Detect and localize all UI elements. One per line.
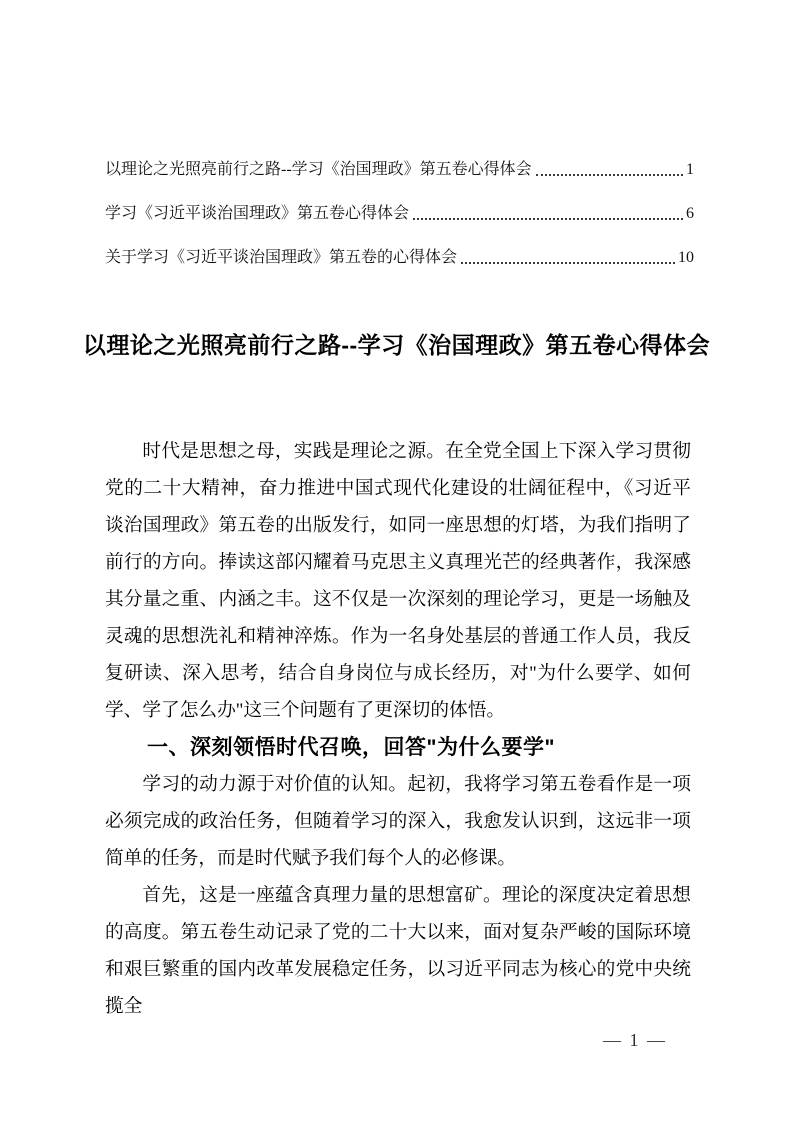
table-of-contents [105, 161, 694, 293]
page-number: — 1 — [603, 1030, 667, 1050]
toc-page-number: 10 [678, 249, 694, 266]
body-paragraph: 首先，这是一座蕴含真理力量的思想富矿。理论的深度决定着思想的高度。第五卷生动记录了党的二十大以来，面对复杂严峻的国际环境和艰巨繁重的国内改革发展稳定任务，以习近平同志为核心的党中央统揽全 [105, 885, 691, 1017]
body-paragraph: 学习的动力源于对价值的认知。起初，我将学习第五卷看作是一项必须完成的政治任务，但随着学习的深入，我愈发认识到，这远非一项简单的任务，而是时代赋予我们每个人的必修课。 [105, 774, 691, 869]
toc-dot-leader [413, 218, 683, 220]
body-paragraph: 时代是思想之母，实践是理论之源。在全党全国上下深入学习贯彻党的二十大精神，奋力推进中国式现代化建设的壮阔征程中，《习近平谈治国理政》第五卷的出版发行，如同一座思想的灯塔，为我们指明了前行的方向。捧读这部闪耀着马克思主义真理光芒的经典著作，我深感其分量之重、内涵之丰。这不仅是一次深刻的理论学习，更是一场触及灵魂的思想洗礼和精神淬炼。作为一名身处基层的普通工作人员，我反复研读、深入思考，结合自身岗位与成长经历，对"为什么要学、如何学、学了怎么办"这三个问题有了更深切的体悟。 [105, 441, 691, 721]
toc-entry[interactable] [105, 249, 694, 267]
toc-entry[interactable] [105, 161, 694, 179]
toc-entry-title: 学习《习近平谈治国理政》第五卷心得体会 [105, 205, 410, 222]
section-heading: 一、深刻领悟时代召唤，回答"为什么要学" [147, 736, 555, 759]
toc-entry-title: 以理论之光照亮前行之路--学习《治国理政》第五卷心得体会 [105, 161, 532, 178]
toc-entry-title: 关于学习《习近平谈治国理政》第五卷的心得体会 [105, 249, 458, 266]
toc-dot-leader [536, 174, 683, 176]
toc-page-number: 6 [686, 205, 694, 222]
article-body [105, 433, 691, 1025]
page-footer [555, 1030, 715, 1051]
toc-entry[interactable] [105, 205, 694, 223]
toc-page-number: 1 [686, 161, 694, 178]
toc-dot-leader [461, 262, 675, 264]
article-title: 以理论之光照亮前行之路--学习《治国理政》第五卷心得体会 [82, 332, 711, 358]
